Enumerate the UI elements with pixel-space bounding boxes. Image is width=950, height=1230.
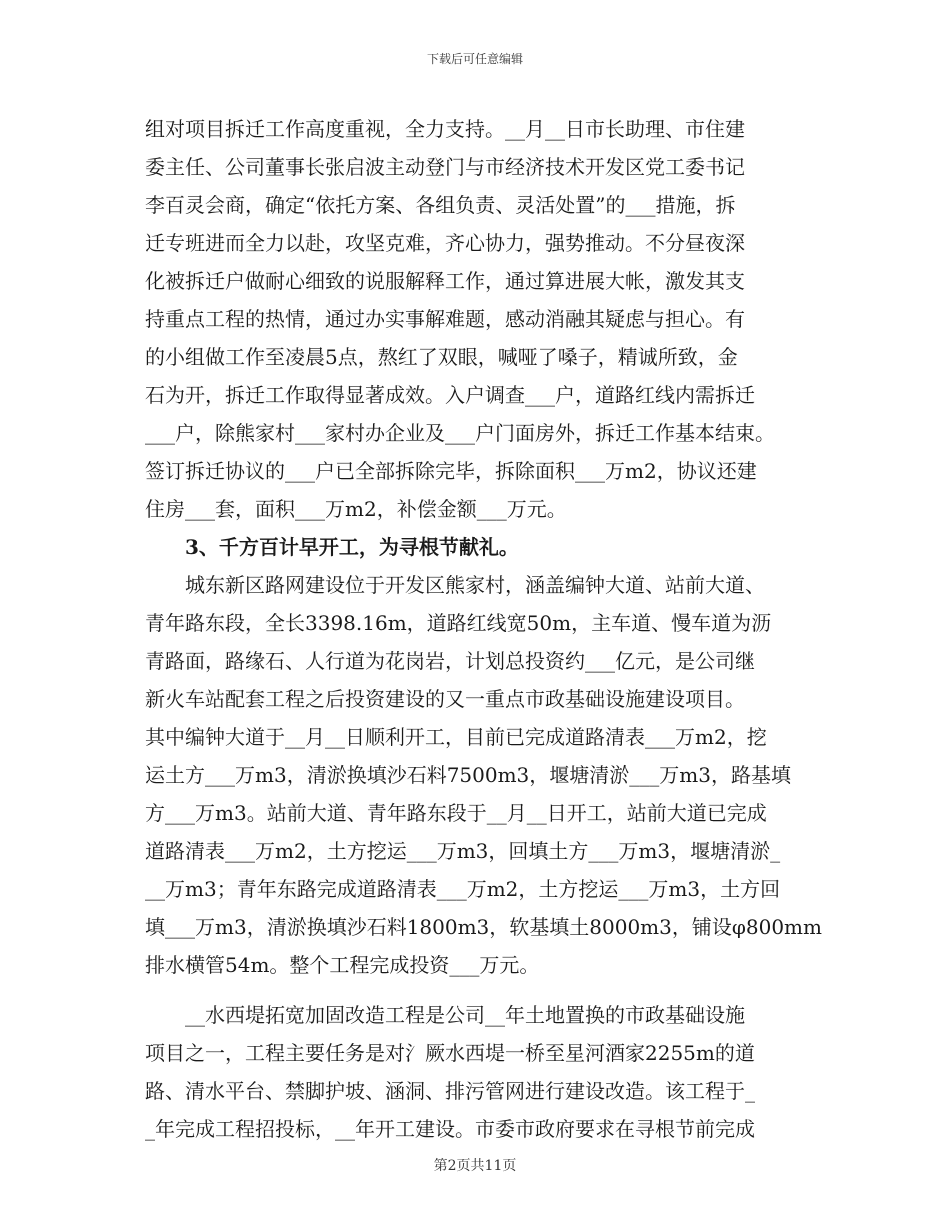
- text-line: _年完成工程招投标，__年开工建设。市委市政府要求在寻根节前完成: [145, 1117, 755, 1141]
- text-line: 住房___套，面积___万m2，补偿金额___万元。: [145, 497, 567, 521]
- text-line: 组对项目拆迁工作高度重视，全力支持。__月__日市长助理、市住建: [145, 117, 745, 141]
- text-line: 道路清表___万m2，土方挖运___万m3，回填土方___万m3，堰塘清淤_: [145, 839, 781, 863]
- paragraph-spacer: [145, 984, 825, 996]
- text-line: 青年路东段，全长3398.16m，道路红线宽50m，主车道、慢车道为沥: [145, 611, 772, 635]
- text-line: 城东新区路网建设位于开发区熊家村，涵盖编钟大道、站前大道、: [185, 573, 765, 597]
- text-line: 路、清水平台、禁脚护坡、涵洞、排污管网进行建设改造。该工程于_: [145, 1079, 755, 1103]
- page-header: 下载后可任意编辑: [426, 52, 523, 66]
- section-heading: 3、千方百计早开工，为寻根节献礼。: [185, 535, 519, 559]
- text-line: ___户，除熊家村___家村办企业及___户门面房外，拆迁工作基本结束。: [145, 421, 775, 445]
- text-line: __万m3；青年东路完成道路清表___万m2，土方挖运___万m3，土方回: [145, 877, 781, 901]
- text-line: 石为开，拆迁工作取得显著成效。入户调查___户，道路红线内需拆迁: [145, 383, 755, 407]
- text-line: 迁专班进而全力以赴，攻坚克难，齐心协力，强势推动。不分昼夜深: [145, 231, 745, 255]
- text-line: 李百灵会商，确定“依托方案、各组负责、灵活处置”的___措施，拆: [145, 193, 736, 217]
- text-line: 运土方___万m3，清淤换填沙石料7500m3，堰塘清淤___万m3，路基填: [145, 763, 791, 787]
- text-line: __水西堤拓宽加固改造工程是公司__年土地置换的市政基础设施: [185, 1003, 745, 1027]
- paragraph-2: [145, 566, 825, 984]
- text-line: 持重点工程的热情，通过办实事解难题，感动消融其疑虑与担心。有: [145, 307, 745, 331]
- text-line: 项目之一，工程主要任务是对氵厥水西堤一桥至星河酒家2255m的道: [145, 1041, 755, 1065]
- text-line: 委主任、公司董事长张启波主动登门与市经济技术开发区党工委书记: [145, 155, 745, 179]
- text-line: 化被拆迁户做耐心细致的说服解释工作，通过算进展大帐，激发其支: [145, 269, 745, 293]
- text-line: 签订拆迁协议的___户已全部拆除完毕，拆除面积___万m2，协议还建: [145, 459, 757, 483]
- text-line: 新火车站配套工程之后投资建设的又一重点市政基础设施建设项目。: [145, 687, 745, 711]
- text-line: 的小组做工作至凌晨5点，熬红了双眼，喊哑了嗓子，精诚所致，金: [145, 345, 738, 369]
- paragraph-3: [145, 996, 825, 1148]
- text-line: 方___万m3。站前大道、青年路东段于__月__日开工，站前大道已完成: [145, 801, 767, 825]
- document-body: [145, 110, 825, 1148]
- text-line: 排水横管54m。整个工程完成投资___万元。: [145, 953, 540, 977]
- text-line: 其中编钟大道于__月__日顺利开工，目前已完成道路清表___万m2，挖: [145, 725, 767, 749]
- page-footer: 第2页共11页: [433, 1158, 517, 1174]
- paragraph-1: [145, 110, 825, 528]
- text-line: 填___万m3，清淤换填沙石料1800m3，软基填土8000m3，铺设φ800mm: [145, 915, 822, 939]
- text-line: 青路面，路缘石、人行道为花岗岩，计划总投资约___亿元，是公司继: [145, 649, 755, 673]
